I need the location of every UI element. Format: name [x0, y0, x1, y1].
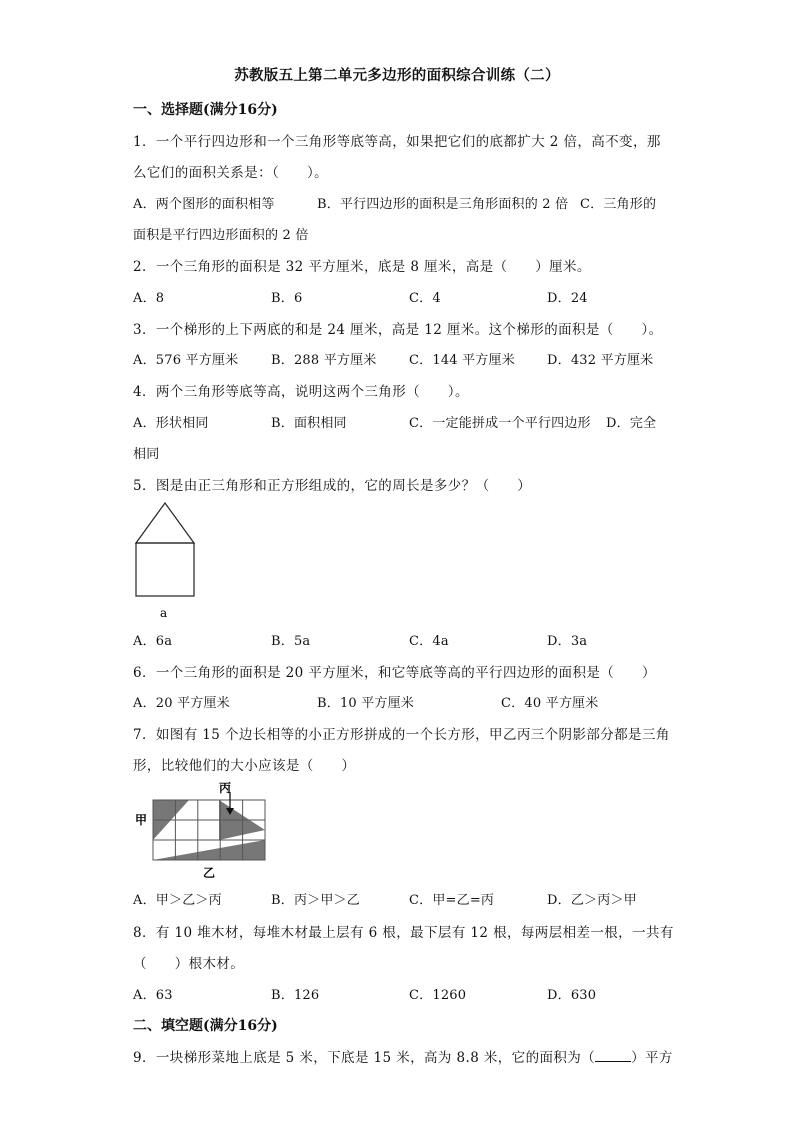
question-4-option-d[interactable]: D．完全 [606, 416, 657, 431]
question-9-text-end: ）平方 [631, 1050, 673, 1066]
question-8-option-a[interactable]: A．63 [133, 988, 173, 1003]
question-7-option-c[interactable]: C．甲=乙=丙 [409, 893, 495, 908]
label-jia: 甲 [135, 813, 148, 827]
label-bing: 丙 [219, 781, 232, 795]
question-1-option-c[interactable]: C．三角形的 [580, 197, 657, 212]
question-4-text: 4．两个三角形等底等高，说明这两个三角形（ ）。 [133, 384, 469, 400]
question-8-line-1: 8．有 10 堆木材，每堆木材最上层有 6 根，最下层有 12 根，每两层相差一根，一共有 [133, 925, 674, 941]
question-2-option-a[interactable]: A．8 [133, 291, 165, 306]
question-7-line-1: 7．如图有 15 个边长相等的小正方形拼成的一个长方形，甲乙丙三个阴影部分都是三角 [133, 727, 670, 743]
question-6-option-c[interactable]: C．40 平方厘米 [501, 696, 599, 711]
question-2-option-d[interactable]: D．24 [547, 291, 588, 306]
question-3-option-b[interactable]: B．288 平方厘米 [271, 353, 377, 368]
question-8-option-b[interactable]: B．126 [271, 988, 320, 1003]
question-1-option-a[interactable]: A．两个图形的面积相等 [133, 197, 275, 212]
section-heading-fill: 二、填空题(满分16分) [133, 1018, 278, 1034]
question-2-option-b[interactable]: B．6 [271, 291, 303, 306]
question-6-option-b[interactable]: B．10 平方厘米 [317, 696, 415, 711]
question-2-option-c[interactable]: C．4 [409, 291, 441, 306]
question-4-option-c[interactable]: C．一定能拼成一个平行四边形 [409, 416, 591, 431]
question-9-answer-blank[interactable] [595, 1049, 631, 1062]
page-title: 苏教版五上第二单元多边形的面积综合训练（二） [234, 67, 560, 84]
question-6-option-a[interactable]: A．20 平方厘米 [133, 696, 230, 711]
triangle-yi-shape [153, 840, 265, 860]
question-7-option-d[interactable]: D．乙＞丙＞甲 [547, 893, 637, 908]
question-4-option-d-continued: 相同 [133, 447, 160, 462]
question-5-option-b[interactable]: B．5a [271, 634, 311, 649]
question-1-option-b[interactable]: B．平行四边形的面积是三角形面积的 2 倍 [317, 197, 569, 212]
question-7-option-a[interactable]: A．甲＞乙＞丙 [133, 893, 222, 908]
question-1-line-2: 么它们的面积关系是：（ ）。 [133, 165, 328, 181]
question-9-text [133, 1046, 673, 1066]
question-4-option-a[interactable]: A．形状相同 [133, 416, 209, 431]
question-3-option-c[interactable]: C．144 平方厘米 [409, 353, 515, 368]
square-shape [136, 543, 194, 596]
question-2-text: 2．一个三角形的面积是 32 平方厘米，底是 8 厘米，高是（ ）厘米。 [133, 259, 591, 275]
question-3-text: 3．一个梯形的上下两底的和是 24 厘米，高是 12 厘米。这个梯形的面积是（ ）。 [133, 322, 663, 338]
question-3-option-a[interactable]: A．576 平方厘米 [133, 353, 239, 368]
question-5-option-c[interactable]: C．4a [409, 634, 449, 649]
section-heading-choice: 一、选择题(满分16分) [133, 102, 278, 118]
question-6-text: 6．一个三角形的面积是 20 平方厘米，和它等底等高的平行四边形的面积是（ ） [133, 665, 656, 681]
grid-triangles-figure [133, 778, 273, 882]
question-1-line-1: 1．一个平行四边形和一个三角形等底等高，如果把它们的底都扩大 2 倍，高不变，那 [133, 134, 661, 150]
question-8-line-2: （ ）根木材。 [133, 956, 245, 972]
question-4-option-b[interactable]: B．面积相同 [271, 416, 347, 431]
question-5-text: 5．图是由正三角形和正方形组成的，它的周长是多少？（ ） [133, 478, 532, 494]
question-3-option-d[interactable]: D．432 平方厘米 [547, 353, 654, 368]
question-9-text-start: 9．一块梯形菜地上底是 5 米，下底是 15 米，高为 8.8 米，它的面积为（ [133, 1050, 596, 1066]
label-yi: 乙 [203, 866, 216, 880]
equilateral-triangle-shape [136, 503, 194, 543]
question-8-option-c[interactable]: C．1260 [409, 988, 467, 1003]
question-8-option-d[interactable]: D．630 [547, 988, 597, 1003]
question-5-option-d[interactable]: D．3a [547, 634, 588, 649]
side-length-label: a [160, 606, 168, 620]
house-figure [133, 500, 203, 625]
question-7-option-b[interactable]: B．丙＞甲＞乙 [271, 893, 360, 908]
question-1-option-c-continued: 面积是平行四边形面积的 2 倍 [133, 228, 309, 243]
question-7-line-2: 形，比较他们的大小应该是（ ） [133, 758, 356, 774]
question-5-option-a[interactable]: A．6a [133, 634, 173, 649]
